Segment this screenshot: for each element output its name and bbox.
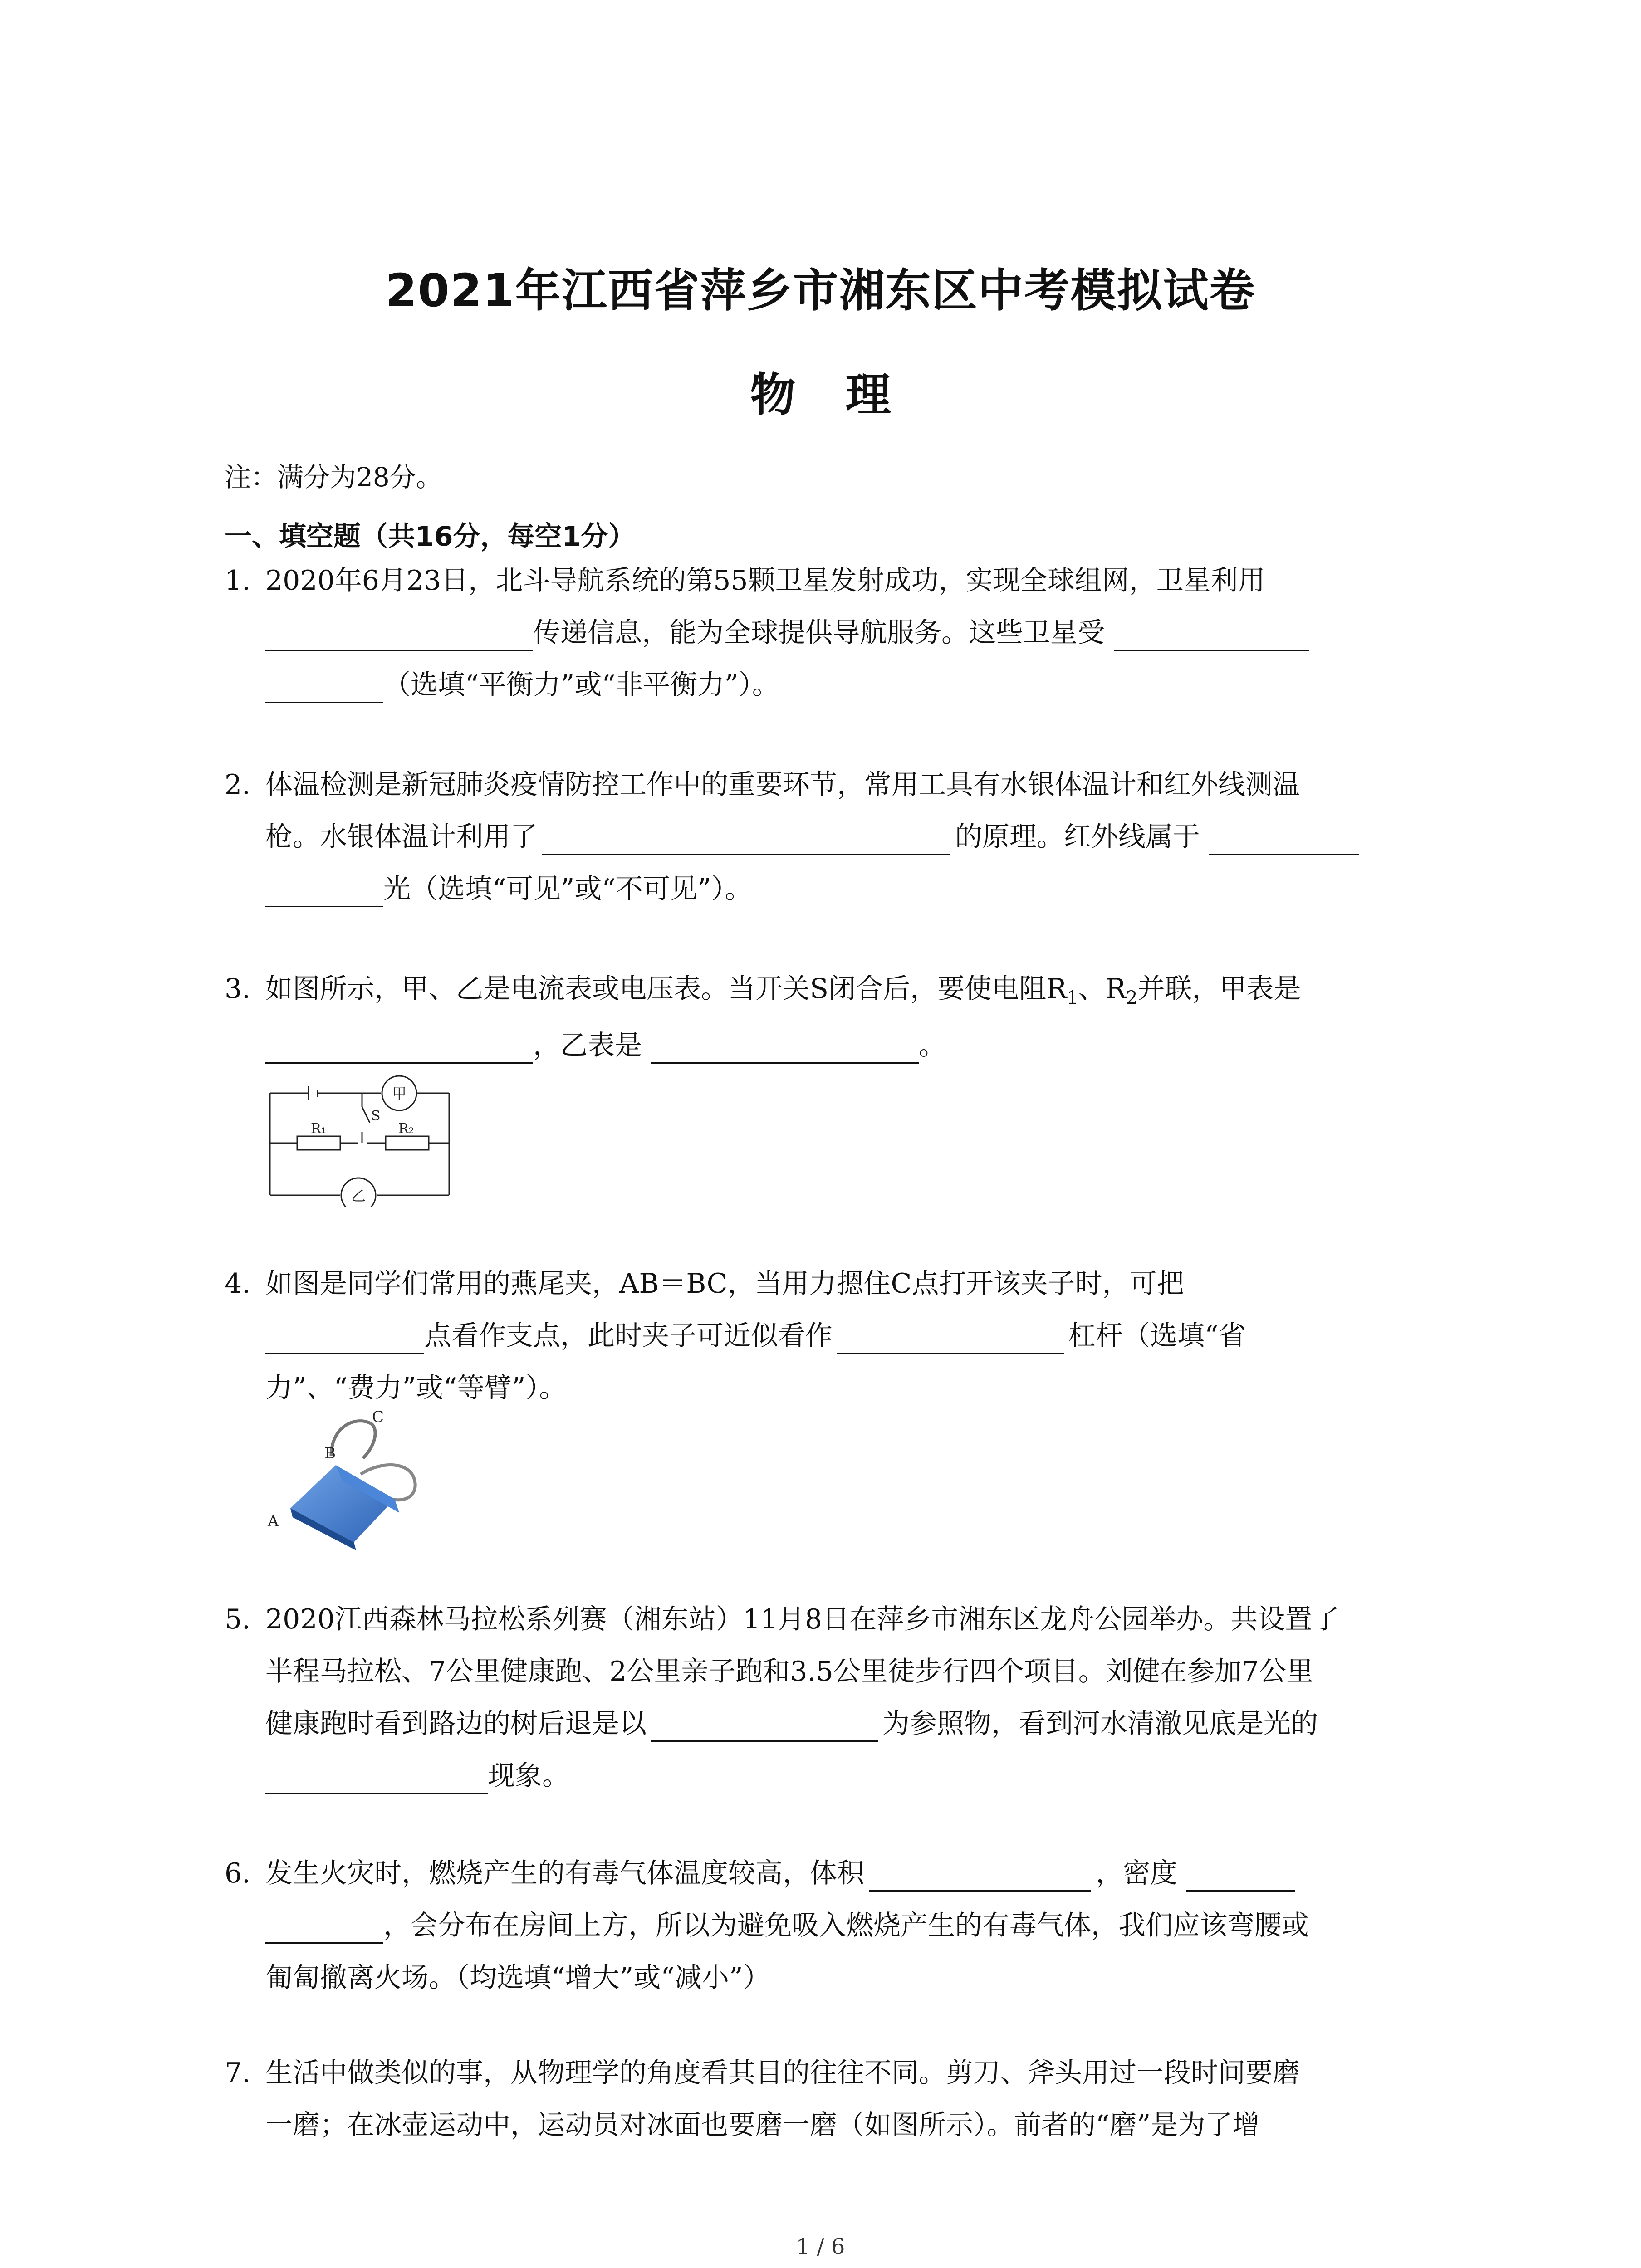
point-c-label: C	[372, 1408, 384, 1426]
question-text: 生活中做类似的事，从物理学的角度看其目的往往不同。剪刀、斧头用过一段时间要磨	[265, 2057, 1300, 2089]
answer-blank[interactable]	[1209, 825, 1359, 855]
question-number: 1.	[225, 565, 251, 596]
answer-blank[interactable]	[651, 1033, 919, 1064]
question-number: 5.	[225, 1603, 251, 1635]
switch-label: S	[371, 1108, 381, 1124]
answer-blank[interactable]	[265, 877, 383, 907]
binder-clip-image	[263, 1406, 426, 1551]
question-number: 2.	[225, 769, 251, 801]
question-text: 如图是同学们常用的燕尾夹，AB＝BC，当用力摁住C点打开该夹子时，可把	[265, 1268, 1184, 1300]
answer-blank[interactable]	[837, 1324, 1064, 1354]
question-number: 4.	[225, 1268, 251, 1300]
question-text: ，密度	[1096, 1857, 1177, 1889]
subject-title: 物理	[750, 368, 941, 421]
answer-blank[interactable]	[265, 1324, 424, 1354]
resistor-2-label: R₂	[398, 1121, 414, 1137]
question-text: 如图所示，甲、乙是电流表或电压表。当开关S闭合后，要使电阻R	[265, 973, 1067, 1005]
question-text: 健康跑时看到路边的树后退是以	[265, 1708, 647, 1740]
resistor-1-label: R₁	[311, 1121, 327, 1137]
question-text: 传递信息，能为全球提供导航服务。这些卫星受	[533, 617, 1105, 649]
question-text: 2020年6月23日，北斗导航系统的第55颗卫星发射成功，实现全球组网，卫星利用	[265, 565, 1265, 596]
question-text: ，会分布在房间上方，所以为避免吸入燃烧产生的有毒气体，我们应该弯腰或	[383, 1910, 1309, 1941]
question-text: 点看作支点，此时夹子可近似看作	[424, 1320, 833, 1352]
question-text: 匍匐撤离火场。（均选填“增大”或“减小”）	[265, 1962, 770, 1994]
answer-blank[interactable]	[651, 1711, 878, 1742]
meter-b-label: 乙	[351, 1187, 366, 1204]
answer-blank[interactable]	[869, 1861, 1091, 1892]
question-text: （选填“平衡力”或“非平衡力”）。	[383, 669, 779, 701]
question-text: 2020江西森林马拉松系列赛（湘东站）11月8日在萍乡市湘东区龙舟公园举办。共设置了	[265, 1603, 1340, 1635]
answer-blank[interactable]	[265, 1764, 488, 1794]
circuit-diagram	[268, 1070, 458, 1207]
answer-blank[interactable]	[1114, 621, 1309, 651]
score-note: 注：满分为28分。	[225, 462, 442, 493]
question-number: 6.	[225, 1857, 251, 1889]
question-text: 一磨；在冰壶运动中，运动员对冰面也要磨一磨（如图所示）。前者的“磨”是为了增	[265, 2109, 1260, 2141]
question-text: 。	[919, 1030, 946, 1061]
question-text: 发生火灾时，燃烧产生的有毒气体温度较高，体积	[265, 1857, 864, 1889]
question-text: ，乙表是	[533, 1030, 642, 1061]
question-text: 枪。水银体温计利用了	[265, 821, 538, 853]
answer-blank[interactable]	[1186, 1861, 1295, 1892]
question-text: 半程马拉松、7公里健康跑、2公里亲子跑和3.5公里徒步行四个项目。刘健在参加7公里	[265, 1656, 1313, 1687]
question-text: 的原理。红外线属于	[955, 821, 1200, 853]
answer-blank[interactable]	[265, 1913, 383, 1944]
answer-blank[interactable]	[265, 621, 533, 651]
question-text: 光（选填“可见”或“不可见”）。	[383, 873, 752, 905]
answer-blank[interactable]	[265, 1033, 533, 1064]
question-text: 力”、“费力”或“等臂”）。	[265, 1372, 567, 1404]
question-number: 7.	[225, 2057, 251, 2089]
section-heading: 一、填空题（共16分，每空1分）	[225, 521, 636, 552]
question-text: 杠杆（选填“省	[1068, 1320, 1246, 1352]
point-b-label: B	[324, 1444, 336, 1462]
meter-a-label: 甲	[392, 1085, 407, 1102]
subscript: 2	[1126, 987, 1138, 1008]
page-title: 2021年江西省萍乡市湘东区中考模拟试卷	[385, 264, 1256, 317]
question-number: 3.	[225, 973, 251, 1005]
answer-blank[interactable]	[265, 673, 383, 703]
answer-blank[interactable]	[542, 825, 950, 855]
question-text: 为参照物，看到河水清澈见底是光的	[882, 1708, 1318, 1740]
question-text: 体温检测是新冠肺炎疫情防控工作中的重要环节，常用工具有水银体温计和红外线测温	[265, 769, 1300, 801]
question-text: 现象。	[488, 1760, 569, 1792]
page-number: 1 / 6	[796, 2234, 845, 2259]
question-text: 并联，甲表是	[1137, 973, 1301, 1005]
point-a-label: A	[268, 1512, 279, 1530]
subscript: 1	[1067, 987, 1078, 1008]
question-text: 、R	[1078, 973, 1126, 1005]
